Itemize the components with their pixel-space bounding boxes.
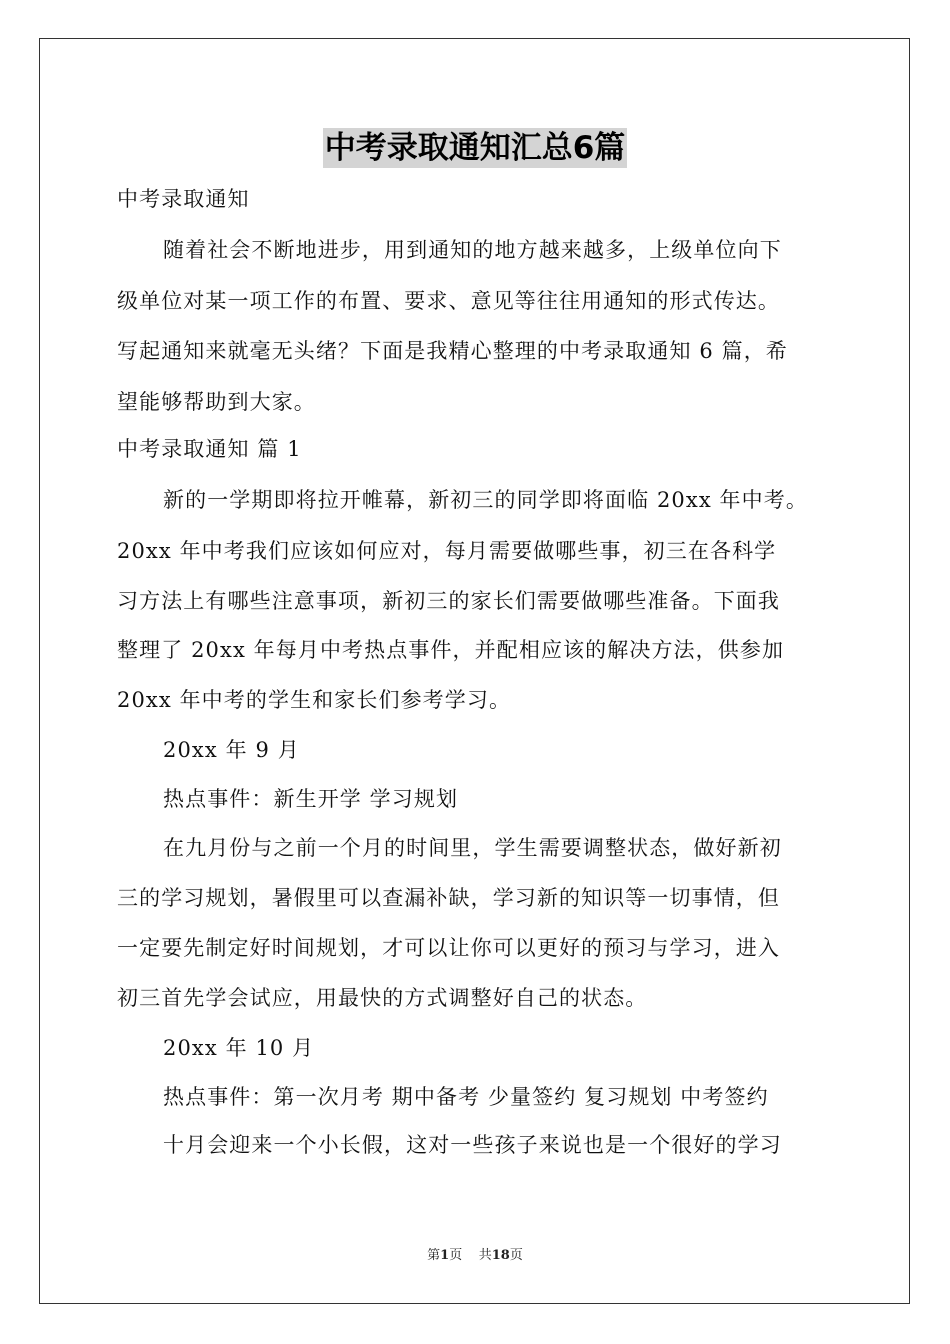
footer-page-total: 18	[491, 1248, 510, 1263]
footer-mid: 页 共	[449, 1248, 492, 1263]
month-heading: 20xx 年 9 月	[163, 738, 300, 762]
hot-events-line: 热点事件：新生开学 学习规划	[163, 787, 459, 811]
body-line: 20xx 年中考我们应该如何应对，每月需要做哪些事，初三在各科学	[117, 539, 777, 563]
footer-prefix: 第	[427, 1248, 441, 1263]
body-line: 一定要先制定好时间规划，才可以让你可以更好的预习与学习，进入	[117, 936, 780, 960]
page-border	[39, 38, 910, 1304]
body-line: 整理了 20xx 年每月中考热点事件，并配相应该的解决方法，供参加	[117, 638, 785, 662]
footer-page-current: 1	[440, 1248, 450, 1263]
title-wrap	[0, 128, 950, 168]
body-line: 望能够帮助到大家。	[117, 390, 316, 414]
body-line: 新的一学期即将拉开帷幕，新初三的同学即将面临 20xx 年中考。	[163, 488, 808, 512]
body-line: 初三首先学会试应，用最快的方式调整好自己的状态。	[117, 986, 648, 1010]
footer-suffix: 页	[509, 1248, 523, 1263]
body-line: 随着社会不断地进步，用到通知的地方越来越多，上级单位向下	[163, 238, 782, 262]
body-line: 三的学习规划，暑假里可以查漏补缺，学习新的知识等一切事情，但	[117, 886, 780, 910]
section-heading: 中考录取通知 篇 1	[117, 437, 302, 461]
body-line: 习方法上有哪些注意事项，新初三的家长们需要做哪些准备。下面我	[117, 589, 780, 613]
body-line: 20xx 年中考的学生和家长们参考学习。	[117, 688, 512, 712]
document-title: 中考录取通知汇总6篇	[324, 130, 626, 166]
body-line: 十月会迎来一个小长假，这对一些孩子来说也是一个很好的学习	[163, 1133, 782, 1157]
body-line: 在九月份与之前一个月的时间里，学生需要调整状态，做好新初	[163, 836, 782, 860]
body-line: 级单位对某一项工作的布置、要求、意见等往往用通知的形式传达。	[117, 289, 780, 313]
body-line: 写起通知来就毫无头绪？下面是我精心整理的中考录取通知 6 篇，希	[117, 339, 788, 363]
hot-events-line: 热点事件：第一次月考 期中备考 少量签约 复习规划 中考签约	[163, 1085, 769, 1109]
page-footer	[0, 1247, 950, 1265]
month-heading: 20xx 年 10 月	[163, 1036, 315, 1060]
section-heading: 中考录取通知	[117, 187, 250, 211]
